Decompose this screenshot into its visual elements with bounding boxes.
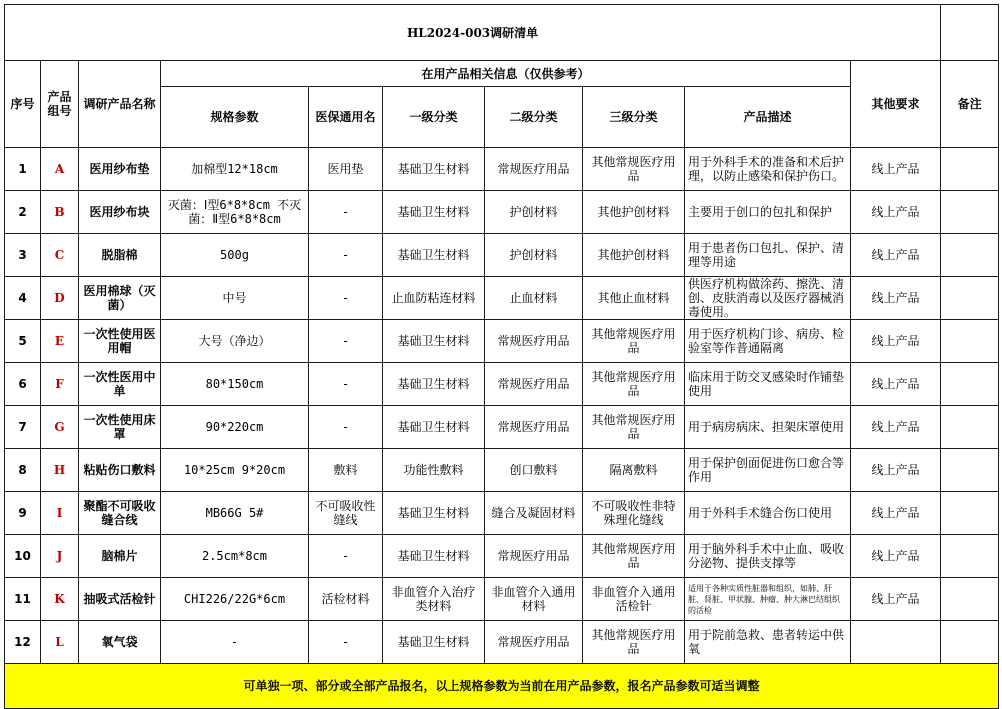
- row-name: 抽吸式活检针: [79, 578, 161, 621]
- header-name: 调研产品名称: [79, 61, 161, 148]
- row-other: 线上产品: [851, 578, 941, 621]
- row-insurance: -: [309, 234, 383, 277]
- row-group: H: [41, 449, 79, 492]
- row-note: [941, 320, 999, 363]
- row-note: [941, 449, 999, 492]
- row-desc: 适用于各种实质性脏器和组织，如肺、肝脏、肾脏、甲状腺、肿瘤、肿大淋巴结组织的活检: [685, 578, 851, 621]
- row-other: 线上产品: [851, 234, 941, 277]
- row-desc: 用于院前急救、患者转运中供氧: [685, 621, 851, 664]
- header-group: 产品组号: [41, 61, 79, 148]
- row-insurance: -: [309, 320, 383, 363]
- row-spec: 10*25cm 9*20cm: [161, 449, 309, 492]
- header-spec: 规格参数: [161, 87, 309, 148]
- row-insurance: 敷料: [309, 449, 383, 492]
- row-desc: 用于外科手术缝合伤口使用: [685, 492, 851, 535]
- row-note: [941, 191, 999, 234]
- table-row: [5, 578, 999, 621]
- survey-table: [4, 4, 999, 709]
- row-cat2: 常规医疗用品: [485, 363, 583, 406]
- table-row: [5, 148, 999, 191]
- table-row: [5, 406, 999, 449]
- row-cat3: 隔离敷料: [583, 449, 685, 492]
- row-note: [941, 406, 999, 449]
- row-desc: 用于保护创面促进伤口愈合等作用: [685, 449, 851, 492]
- row-spec: 中号: [161, 277, 309, 320]
- row-spec: 500g: [161, 234, 309, 277]
- row-insurance: -: [309, 363, 383, 406]
- row-group: I: [41, 492, 79, 535]
- row-cat2: 常规医疗用品: [485, 320, 583, 363]
- row-desc: 用于外科手术的准备和术后护理，以防止感染和保护伤口。: [685, 148, 851, 191]
- header-other: 其他要求: [851, 61, 941, 148]
- row-cat1: 止血防粘连材料: [383, 277, 485, 320]
- row-spec: 灭菌：Ⅰ型6*8*8cm 不灭菌：Ⅱ型6*8*8cm: [161, 191, 309, 234]
- row-insurance: 不可吸收性缝线: [309, 492, 383, 535]
- row-other: 线上产品: [851, 277, 941, 320]
- table-row: [5, 621, 999, 664]
- row-cat2: 常规医疗用品: [485, 535, 583, 578]
- group-header: 在用产品相关信息（仅供参考）: [161, 61, 851, 87]
- row-index: 4: [5, 277, 41, 320]
- row-cat2: 常规医疗用品: [485, 148, 583, 191]
- row-group: E: [41, 320, 79, 363]
- row-cat2: 止血材料: [485, 277, 583, 320]
- row-group: G: [41, 406, 79, 449]
- row-cat3: 其他常规医疗用品: [583, 535, 685, 578]
- row-index: 7: [5, 406, 41, 449]
- row-group: L: [41, 621, 79, 664]
- row-cat1: 基础卫生材料: [383, 492, 485, 535]
- row-cat2: 非血管介入通用材料: [485, 578, 583, 621]
- row-cat2: 创口敷料: [485, 449, 583, 492]
- row-cat3: 其他止血材料: [583, 277, 685, 320]
- row-name: 一次性使用医用帽: [79, 320, 161, 363]
- row-name: 脑棉片: [79, 535, 161, 578]
- row-other: 线上产品: [851, 320, 941, 363]
- header-cat1: 一级分类: [383, 87, 485, 148]
- row-cat1: 基础卫生材料: [383, 363, 485, 406]
- row-desc: 用于患者伤口包扎、保护、清理等用途: [685, 234, 851, 277]
- row-other: [851, 621, 941, 664]
- row-cat3: 不可吸收性非特殊理化缝线: [583, 492, 685, 535]
- row-note: [941, 234, 999, 277]
- row-name: 一次性使用床罩: [79, 406, 161, 449]
- header-desc: 产品描述: [685, 87, 851, 148]
- table-row: [5, 234, 999, 277]
- row-cat2: 护创材料: [485, 234, 583, 277]
- row-cat1: 基础卫生材料: [383, 535, 485, 578]
- row-cat1: 非血管介入治疗类材料: [383, 578, 485, 621]
- row-spec: -: [161, 621, 309, 664]
- row-index: 2: [5, 191, 41, 234]
- row-name: 氧气袋: [79, 621, 161, 664]
- table-row: [5, 320, 999, 363]
- table-row: [5, 492, 999, 535]
- row-insurance: -: [309, 406, 383, 449]
- row-name: 聚酯不可吸收缝合线: [79, 492, 161, 535]
- header-cat3: 三级分类: [583, 87, 685, 148]
- row-cat1: 基础卫生材料: [383, 148, 485, 191]
- row-spec: 2.5cm*8cm: [161, 535, 309, 578]
- row-desc: 用于病房病床、担架床罩使用: [685, 406, 851, 449]
- row-other: 线上产品: [851, 492, 941, 535]
- row-other: 线上产品: [851, 406, 941, 449]
- row-cat3: 其他常规医疗用品: [583, 406, 685, 449]
- row-cat3: 其他护创材料: [583, 191, 685, 234]
- table-row: [5, 363, 999, 406]
- row-desc: 用于医疗机构门诊、病房、检验室等作普通隔离: [685, 320, 851, 363]
- table-row: [5, 449, 999, 492]
- row-cat1: 基础卫生材料: [383, 191, 485, 234]
- header-index: 序号: [5, 61, 41, 148]
- row-insurance: -: [309, 535, 383, 578]
- row-group: C: [41, 234, 79, 277]
- row-insurance: 医用垫: [309, 148, 383, 191]
- row-name: 医用棉球（灭菌）: [79, 277, 161, 320]
- header-note: 备注: [941, 61, 999, 148]
- row-index: 1: [5, 148, 41, 191]
- row-note: [941, 148, 999, 191]
- row-cat3: 其他常规医疗用品: [583, 363, 685, 406]
- row-note: [941, 363, 999, 406]
- row-spec: 大号（净边）: [161, 320, 309, 363]
- row-spec: 加棉型12*18cm: [161, 148, 309, 191]
- row-insurance: -: [309, 191, 383, 234]
- row-index: 11: [5, 578, 41, 621]
- row-group: A: [41, 148, 79, 191]
- row-note: [941, 621, 999, 664]
- row-group: K: [41, 578, 79, 621]
- row-cat3: 其他常规医疗用品: [583, 148, 685, 191]
- row-other: 线上产品: [851, 148, 941, 191]
- table-row: [5, 191, 999, 234]
- sheet-title: HL2024-003调研清单: [5, 5, 941, 61]
- row-cat1: 功能性敷料: [383, 449, 485, 492]
- row-note: [941, 535, 999, 578]
- row-index: 12: [5, 621, 41, 664]
- table-row: [5, 535, 999, 578]
- row-name: 医用纱布块: [79, 191, 161, 234]
- row-index: 5: [5, 320, 41, 363]
- row-index: 6: [5, 363, 41, 406]
- row-name: 一次性医用中单: [79, 363, 161, 406]
- row-cat3: 其他常规医疗用品: [583, 621, 685, 664]
- row-name: 医用纱布垫: [79, 148, 161, 191]
- row-desc: 用于脑外科手术中止血、吸收分泌物、提供支撑等: [685, 535, 851, 578]
- table-row: [5, 277, 999, 320]
- header-cat2: 二级分类: [485, 87, 583, 148]
- row-name: 脱脂棉: [79, 234, 161, 277]
- row-other: 线上产品: [851, 449, 941, 492]
- row-cat3: 非血管介入通用活检针: [583, 578, 685, 621]
- row-desc: 临床用于防交叉感染时作铺垫使用: [685, 363, 851, 406]
- row-index: 8: [5, 449, 41, 492]
- row-spec: MB66G 5#: [161, 492, 309, 535]
- row-cat2: 常规医疗用品: [485, 621, 583, 664]
- row-index: 3: [5, 234, 41, 277]
- row-name: 粘贴伤口敷料: [79, 449, 161, 492]
- row-insurance: 活检材料: [309, 578, 383, 621]
- row-group: D: [41, 277, 79, 320]
- row-note: [941, 277, 999, 320]
- row-index: 10: [5, 535, 41, 578]
- row-insurance: -: [309, 621, 383, 664]
- row-cat1: 基础卫生材料: [383, 320, 485, 363]
- row-other: 线上产品: [851, 363, 941, 406]
- row-cat2: 护创材料: [485, 191, 583, 234]
- row-insurance: -: [309, 277, 383, 320]
- header-insurance: 医保通用名: [309, 87, 383, 148]
- row-desc: 供医疗机构做涂药、擦洗、清创、皮肤消毒以及医疗器械消毒使用。: [685, 277, 851, 320]
- row-spec: CHI226/22G*6cm: [161, 578, 309, 621]
- row-note: [941, 492, 999, 535]
- footer-note: 可单独一项、部分或全部产品报名，以上规格参数为当前在用产品参数，报名产品参数可适当调整: [5, 664, 999, 709]
- row-spec: 80*150cm: [161, 363, 309, 406]
- row-desc: 主要用于创口的包扎和保护: [685, 191, 851, 234]
- row-cat1: 基础卫生材料: [383, 406, 485, 449]
- row-other: 线上产品: [851, 535, 941, 578]
- row-cat1: 基础卫生材料: [383, 621, 485, 664]
- row-cat2: 常规医疗用品: [485, 406, 583, 449]
- row-note: [941, 578, 999, 621]
- row-cat2: 缝合及凝固材料: [485, 492, 583, 535]
- row-cat3: 其他常规医疗用品: [583, 320, 685, 363]
- row-cat3: 其他护创材料: [583, 234, 685, 277]
- row-other: 线上产品: [851, 191, 941, 234]
- row-group: F: [41, 363, 79, 406]
- row-spec: 90*220cm: [161, 406, 309, 449]
- row-cat1: 基础卫生材料: [383, 234, 485, 277]
- row-index: 9: [5, 492, 41, 535]
- empty-cell: [941, 5, 999, 61]
- row-group: J: [41, 535, 79, 578]
- row-group: B: [41, 191, 79, 234]
